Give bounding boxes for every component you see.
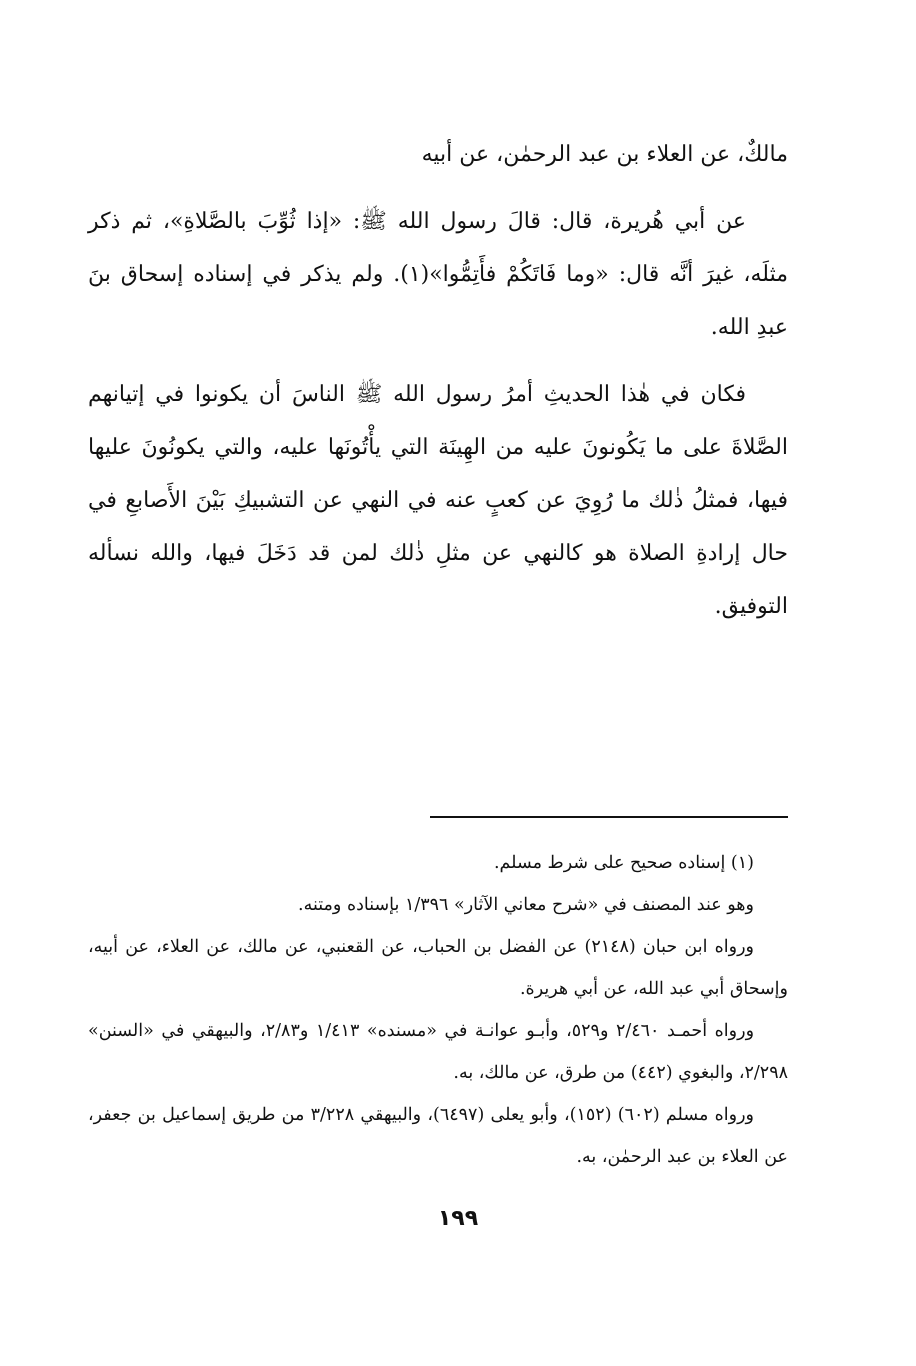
main-text [88, 128, 788, 633]
heading-line: مالكٌ، عن العلاء بن عبد الرحمٰن، عن أبيه [421, 142, 788, 167]
paragraph-gap [88, 181, 788, 195]
footnote-divider [430, 816, 788, 818]
paragraph-gap [88, 354, 788, 368]
footnote-4: ورواه أحمـد ٢/٤٦٠ و٥٢٩، وأبـو عوانـة في «مسنده» ١/٤١٣ و٢/٨٣، والبيهقي في «السنن» ٢/٢٩٨، والبغوي (٤٤٢) من طرق، عن مالك، به. [88, 1021, 788, 1083]
paragraph-1: عن أبي هُريرة، قال: قالَ رسول الله ﷺ: «إذا ثُوِّبَ بالصَّلاةِ»، ثم ذكر مثلَه، غيرَ أنَّه قال: «وما فَاتَكُمْ فأَتِمُّوا»(١). ولم يذكر في إسناده إسحاق بنَ عبدِ الله. [88, 209, 788, 340]
footnote-3: ورواه ابن حبان (٢١٤٨) عن الفضل بن الحباب، عن القعنبي، عن مالك، عن العلاء، عن أبيه، وإسحاق أبي عبد الله، عن أبي هريرة. [88, 937, 788, 999]
footnote-1: (١) إسناده صحيح على شرط مسلم. [493, 853, 754, 873]
footnote-2: وهو عند المصنف في «شرح معاني الآثار» ١/٣٩٦ بإسناده ومتنه. [298, 895, 754, 915]
footnote-5: ورواه مسلم (٦٠٢) (١٥٢)، وأبو يعلى (٦٤٩٧)، والبيهقي ٣/٢٢٨ من طريق إسماعيل بن جعفر، عن العلاء بن عبد الرحمٰن، به. [88, 1105, 788, 1167]
paragraph-2: فكان في هٰذا الحديثِ أمرُ رسول الله ﷺ الناسَ أن يكونوا في إتيانهم الصَّلاةَ على ما يَكُونونَ عليه من الهِينَة التي يأْتُونَها عليه، والتي يكونُونَ عليها فيها، فمثلُ ذٰلك ما رُوِيَ عن كعبٍ عنه في النهي عن التشبيكِ بَيْنَ الأَصابعِ في حال إرادةِ الصلاة هو كالنهي عن مثلِ ذٰلك لمن قد دَخَلَ فيها، والله نسأله التوفيق. [88, 382, 788, 619]
page-number: ١٩٩ [437, 1206, 479, 1231]
footnotes [88, 842, 788, 1178]
